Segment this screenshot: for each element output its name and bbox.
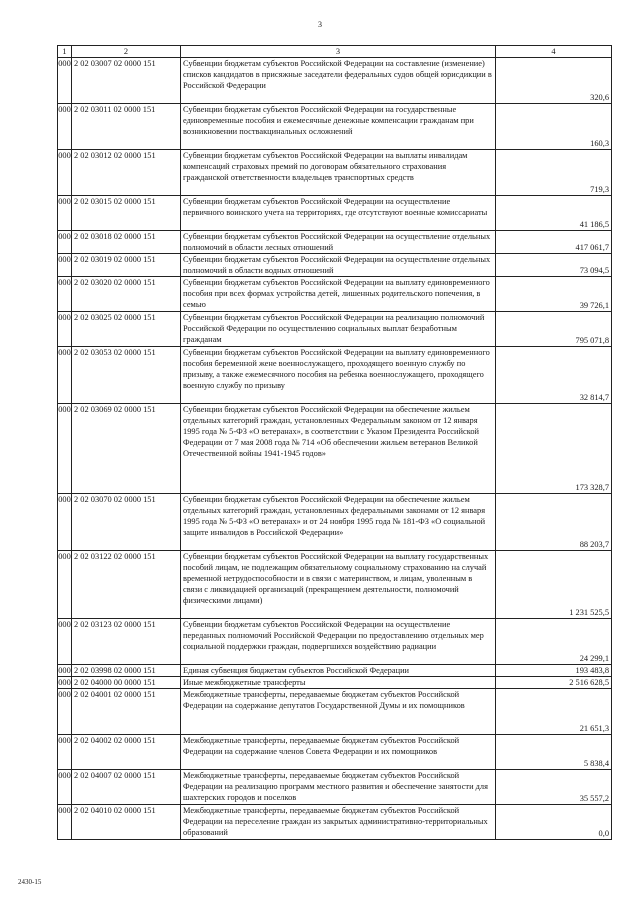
row-name-cell: Субвенции бюджетам субъектов Российской Федерации на реализацию полномочий Российской Федерации по осуществлению социальных выплат безработным гражданам xyxy=(181,312,496,347)
row-name-cell: Субвенции бюджетам субъектов Российской Федерации на выплаты инвалидам компенсаций страховых премий по договорам обязательного страхования гражданской ответственности владельцев транспортных средств xyxy=(181,150,496,196)
row-number-cell: 000 xyxy=(58,231,72,254)
row-number-cell: 000 xyxy=(58,770,72,805)
table-row xyxy=(58,677,612,689)
row-code-cell: 2 02 03998 02 0000 151 xyxy=(72,665,181,677)
row-code-cell: 2 02 03007 02 0000 151 xyxy=(72,58,181,104)
table-row xyxy=(58,231,612,254)
table-row xyxy=(58,805,612,840)
row-amount-cell: 417 061,7 xyxy=(496,231,612,254)
row-name-cell: Субвенции бюджетам субъектов Российской Федерации на обеспечение жильем отдельных категорий граждан, установленных Федеральным законом от 12 января 1995 года № 5-ФЗ «О ветеранах», в соответствии с Указом Президента Российской Федерации от 7 мая 2008 года № 714 «Об обеспечении жильем ветеранов Великой Отечественной войны 1941-1945 годов» xyxy=(181,404,496,494)
footer-code: 2430-15 xyxy=(18,878,42,886)
header-col-4: 4 xyxy=(496,46,612,58)
row-code-cell: 2 02 03123 02 0000 151 xyxy=(72,619,181,665)
row-code-cell: 2 02 03025 02 0000 151 xyxy=(72,312,181,347)
row-code-cell: 2 02 03053 02 0000 151 xyxy=(72,347,181,404)
row-number-cell: 000 xyxy=(58,277,72,312)
budget-table xyxy=(57,45,612,840)
row-name-cell: Субвенции бюджетам субъектов Российской Федерации на государственные единовременные пособия и ежемесячные денежные компенсации гражданам при возникновении поствакцинальных осложнений xyxy=(181,104,496,150)
row-code-cell: 2 02 04002 02 0000 151 xyxy=(72,735,181,770)
row-code-cell: 2 02 03012 02 0000 151 xyxy=(72,150,181,196)
row-name-cell: Межбюджетные трансферты, передаваемые бюджетам субъектов Российской Федерации на содержание членов Совета Федерации и их помощников xyxy=(181,735,496,770)
row-number-cell: 000 xyxy=(58,551,72,619)
table-row xyxy=(58,689,612,735)
header-col-3: 3 xyxy=(181,46,496,58)
row-code-cell: 2 02 03011 02 0000 151 xyxy=(72,104,181,150)
table-row xyxy=(58,104,612,150)
table-header-row xyxy=(58,46,612,58)
row-name-cell: Единая субвенция бюджетам субъектов Российской Федерации xyxy=(181,665,496,677)
row-code-cell: 2 02 03020 02 0000 151 xyxy=(72,277,181,312)
table-row xyxy=(58,254,612,277)
row-name-cell: Субвенции бюджетам субъектов Российской Федерации на выплату единовременного пособия при всех формах устройства детей, лишенных родительского попечения, в семью xyxy=(181,277,496,312)
row-name-cell: Субвенции бюджетам субъектов Российской Федерации на составление (изменение) списков кандидатов в присяжные заседатели федеральных судов общей юрисдикции в Российской Федерации xyxy=(181,58,496,104)
row-number-cell: 000 xyxy=(58,619,72,665)
row-code-cell: 2 02 03018 02 0000 151 xyxy=(72,231,181,254)
row-number-cell: 000 xyxy=(58,494,72,551)
row-amount-cell: 24 299,1 xyxy=(496,619,612,665)
row-name-cell: Субвенции бюджетам субъектов Российской Федерации на выплату единовременного пособия беременной жене военнослужащего, проходящего военную службу по призыву, а также ежемесячного пособия на ребенка военнослужащего, проходящего военную службу по призыву xyxy=(181,347,496,404)
row-amount-cell: 1 231 525,5 xyxy=(496,551,612,619)
row-name-cell: Субвенции бюджетам субъектов Российской Федерации на выплату государственных пособий лицам, не подлежащим обязательному социальному страхованию на случай временной нетрудоспособности и в связи с материнством, и лицам, уволенным в связи с ликвидацией организаций (прекращением деятельности, полномочий физическими лицами) xyxy=(181,551,496,619)
table-row xyxy=(58,347,612,404)
row-name-cell: Межбюджетные трансферты, передаваемые бюджетам субъектов Российской Федерации на реализацию программ местного развития и обеспечение занятости для шахтерских городов и поселков xyxy=(181,770,496,805)
table-row xyxy=(58,619,612,665)
row-number-cell: 000 xyxy=(58,104,72,150)
row-code-cell: 2 02 03015 02 0000 151 xyxy=(72,196,181,231)
row-amount-cell: 88 203,7 xyxy=(496,494,612,551)
row-amount-cell: 73 094,5 xyxy=(496,254,612,277)
page-number: 3 xyxy=(318,20,322,29)
row-amount-cell: 193 483,8 xyxy=(496,665,612,677)
row-amount-cell: 35 557,2 xyxy=(496,770,612,805)
table-row xyxy=(58,150,612,196)
row-amount-cell: 160,3 xyxy=(496,104,612,150)
table-row xyxy=(58,735,612,770)
table-row xyxy=(58,58,612,104)
row-number-cell: 000 xyxy=(58,150,72,196)
row-amount-cell: 0,0 xyxy=(496,805,612,840)
row-number-cell: 000 xyxy=(58,678,71,687)
row-number-cell: 000 xyxy=(58,735,72,770)
row-amount-cell: 2 516 628,5 xyxy=(496,677,612,689)
row-number-cell: 000 xyxy=(58,347,72,404)
header-col-2: 2 xyxy=(72,46,181,58)
row-number-cell: 000 xyxy=(58,689,72,735)
table-row xyxy=(58,277,612,312)
row-amount-cell: 320,6 xyxy=(496,58,612,104)
row-name-cell: Субвенции бюджетам субъектов Российской Федерации на обеспечение жильем отдельных категорий граждан, установленных федеральными законами от 12 января 1995 года № 5-ФЗ «О ветеранах» и от 24 ноября 1995 года № 181-ФЗ «О социальной защите инвалидов в Российской Федерации» xyxy=(181,494,496,551)
row-number-cell: 000 xyxy=(58,312,72,347)
row-code-cell: 2 02 03069 02 0000 151 xyxy=(72,404,181,494)
row-amount-cell: 719,3 xyxy=(496,150,612,196)
table-row xyxy=(58,494,612,551)
table-row xyxy=(58,551,612,619)
row-amount-cell: 39 726,1 xyxy=(496,277,612,312)
row-name-cell: Субвенции бюджетам субъектов Российской Федерации на осуществление переданных полномочий Российской Федерации по предоставлению отдельных мер социальной поддержки граждан, подвергшихся воздействию радиации xyxy=(181,619,496,665)
row-code-cell: 2 02 03019 02 0000 151 xyxy=(72,254,181,277)
row-name-cell: Межбюджетные трансферты, передаваемые бюджетам субъектов Российской Федерации на переселение граждан из закрытых административно-территориальных образований xyxy=(181,805,496,840)
row-amount-cell: 32 814,7 xyxy=(496,347,612,404)
row-amount-cell: 173 328,7 xyxy=(496,404,612,494)
table-row xyxy=(58,404,612,494)
row-name-cell: Субвенции бюджетам субъектов Российской Федерации на осуществление первичного воинского учета на территориях, где отсутствуют военные комиссариаты xyxy=(181,196,496,231)
row-amount-cell: 41 186,5 xyxy=(496,196,612,231)
row-name-cell: Межбюджетные трансферты, передаваемые бюджетам субъектов Российской Федерации на содержание депутатов Государственной Думы и их помощников xyxy=(181,689,496,735)
row-number-cell: 000 xyxy=(58,805,72,840)
row-amount-cell: 795 071,8 xyxy=(496,312,612,347)
row-code-cell: 2 02 04000 00 0000 151 xyxy=(72,677,181,689)
row-number-cell: 000 xyxy=(58,254,72,277)
row-name-cell: Субвенции бюджетам субъектов Российской Федерации на осуществление отдельных полномочий в области лесных отношений xyxy=(181,231,496,254)
table-row xyxy=(58,312,612,347)
row-number-cell: 000 xyxy=(58,404,72,494)
row-code-cell: 2 02 03070 02 0000 151 xyxy=(72,494,181,551)
row-code-cell: 2 02 04001 02 0000 151 xyxy=(72,689,181,735)
row-name-cell: Субвенции бюджетам субъектов Российской Федерации на осуществление отдельных полномочий в области водных отношений xyxy=(181,254,496,277)
row-code-cell: 2 02 03122 02 0000 151 xyxy=(72,551,181,619)
header-col-1: 1 xyxy=(58,46,72,58)
row-number-cell: 000 xyxy=(58,666,71,675)
table-row xyxy=(58,196,612,231)
row-name-cell: Иные межбюджетные трансферты xyxy=(181,677,496,689)
row-number-cell: 000 xyxy=(58,196,72,231)
table-row xyxy=(58,770,612,805)
row-code-cell: 2 02 04010 02 0000 151 xyxy=(72,805,181,840)
row-code-cell: 2 02 04007 02 0000 151 xyxy=(72,770,181,805)
row-number-cell: 000 xyxy=(58,58,72,104)
row-amount-cell: 21 651,3 xyxy=(496,689,612,735)
table-row xyxy=(58,665,612,677)
row-amount-cell: 5 838,4 xyxy=(496,735,612,770)
